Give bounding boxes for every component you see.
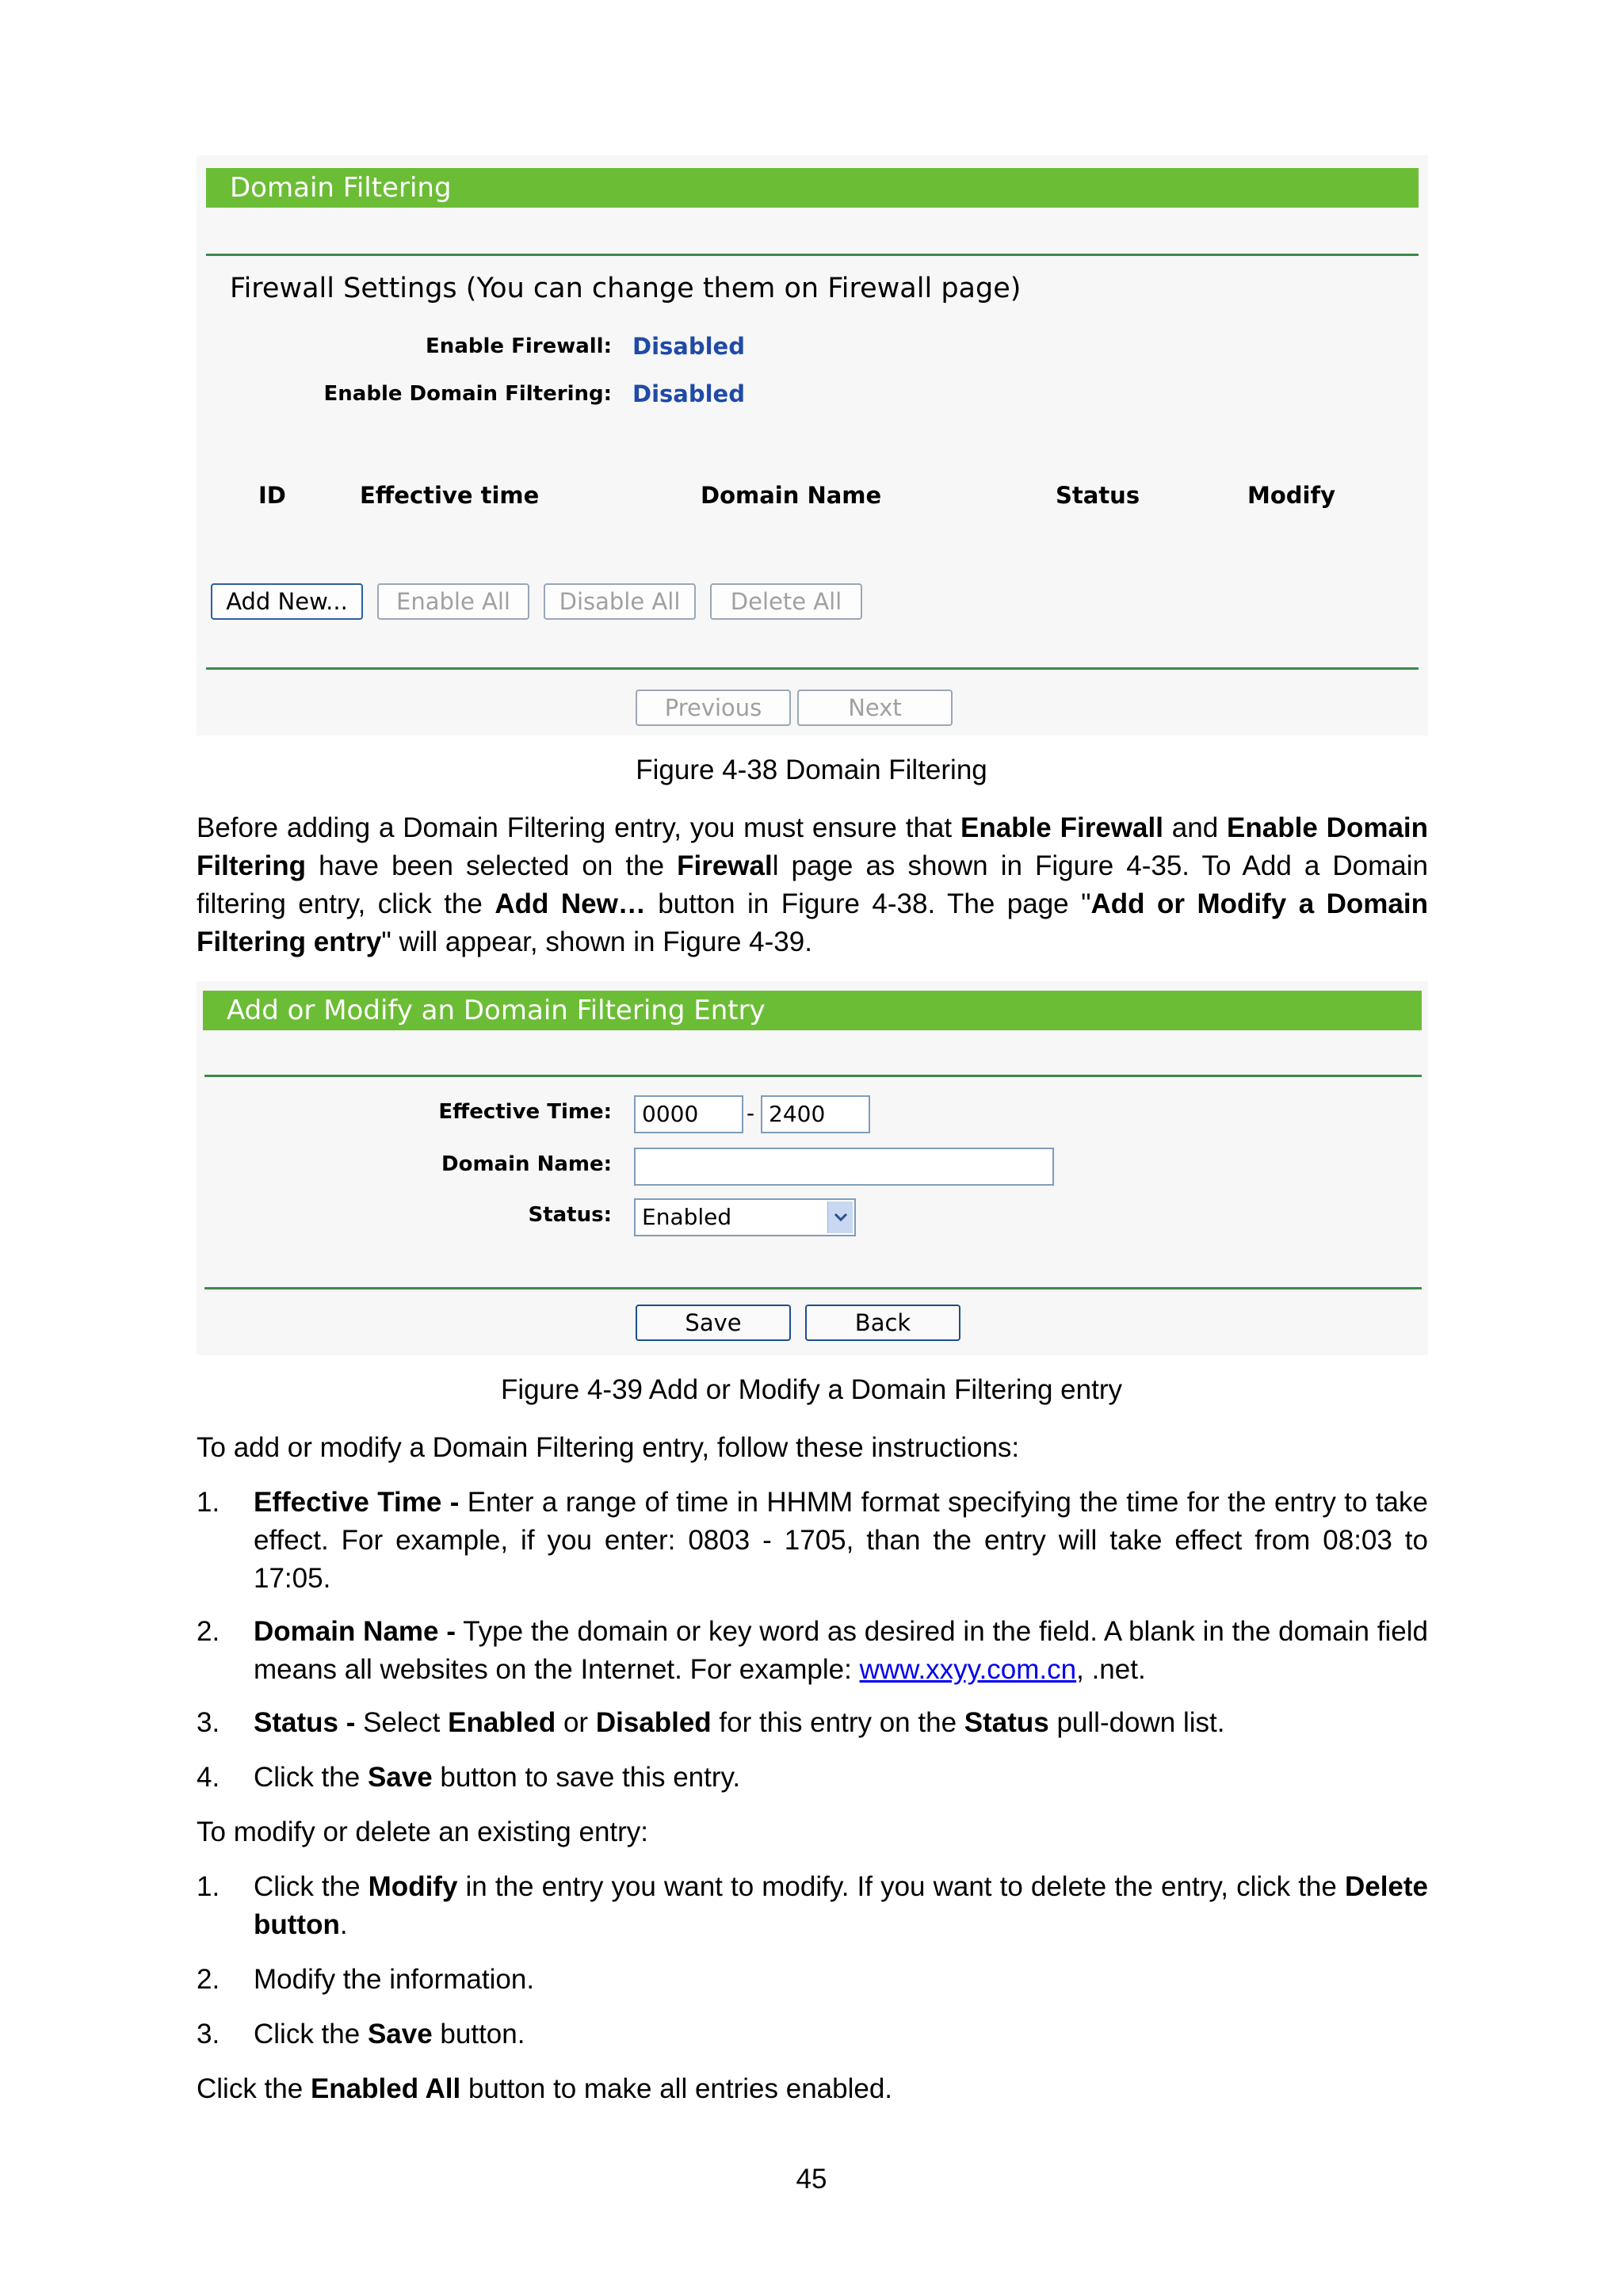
enable-firewall-value: Disabled — [632, 333, 745, 360]
delete-all-button[interactable]: Delete All — [710, 583, 862, 620]
chevron-down-icon[interactable] — [827, 1201, 853, 1233]
domain-name-label: Domain Name: — [441, 1152, 612, 1176]
next-button[interactable]: Next — [797, 690, 953, 726]
end-time-input[interactable]: 2400 — [761, 1095, 870, 1133]
add-new-button[interactable]: Add New... — [211, 583, 363, 620]
page-number: 45 — [796, 2164, 827, 2195]
figure-4-39-caption: Figure 4-39 Add or Modify a Domain Filtering entry — [501, 1374, 1122, 1405]
intro-paragraph: Before adding a Domain Filtering entry, you must ensure that Enable Firewall and Enable Domain Filtering have been selected on the Firewall page as shown in Figure 4-35. To Add a Domain filtering entry, click the Add New… button in Figure 4-38. The page "Add or Modify a Domain Filtering entry" will appear, shown in Figure 4-39. — [197, 812, 1429, 957]
divider-bottom — [206, 667, 1419, 670]
status-selected-value: Enabled — [642, 1204, 732, 1230]
instructions-intro: To add or modify a Domain Filtering entry, follow these instructions: — [197, 1432, 1020, 1463]
previous-button[interactable]: Previous — [636, 690, 791, 726]
divider-top — [206, 254, 1419, 256]
domain-name-input[interactable] — [634, 1148, 1054, 1186]
column-header-status: Status — [1056, 482, 1140, 509]
effective-time-label: Effective Time: — [438, 1100, 612, 1124]
divider-top — [204, 1075, 1422, 1077]
enable-domain-filtering-label: Enable Domain Filtering: — [323, 382, 612, 406]
disable-all-button[interactable]: Disable All — [544, 583, 696, 620]
add-modify-domain-filtering-screenshot — [197, 981, 1428, 1355]
enable-all-button[interactable]: Enable All — [377, 583, 529, 620]
modify-intro: To modify or delete an existing entry: — [197, 1817, 649, 1847]
status-label: Status: — [528, 1203, 612, 1227]
panel-title: Add or Modify an Domain Filtering Entry — [203, 991, 1422, 1030]
time-range-dash: - — [747, 1100, 755, 1126]
column-header-modify: Modify — [1247, 482, 1336, 509]
save-button[interactable]: Save — [636, 1305, 791, 1341]
figure-4-38-caption: Figure 4-38 Domain Filtering — [636, 755, 987, 785]
divider-bottom — [204, 1287, 1422, 1289]
domain-filtering-screenshot — [197, 155, 1428, 735]
column-header-effective-time: Effective time — [360, 482, 540, 509]
firewall-settings-heading: Firewall Settings (You can change them on Firewall page) — [230, 273, 1022, 304]
panel-title: Domain Filtering — [206, 168, 1419, 208]
enable-domain-filtering-value: Disabled — [632, 380, 745, 407]
column-header-id: ID — [258, 482, 286, 509]
enable-firewall-label: Enable Firewall: — [426, 334, 612, 358]
column-header-domain-name: Domain Name — [701, 482, 882, 509]
final-paragraph: Click the Enabled All button to make all entries enabled. — [197, 2073, 893, 2104]
back-button[interactable]: Back — [805, 1305, 960, 1341]
example-link[interactable]: www.xxyy.com.cn — [859, 1654, 1077, 1685]
start-time-input[interactable]: 0000 — [634, 1095, 743, 1133]
status-select[interactable] — [634, 1198, 856, 1236]
